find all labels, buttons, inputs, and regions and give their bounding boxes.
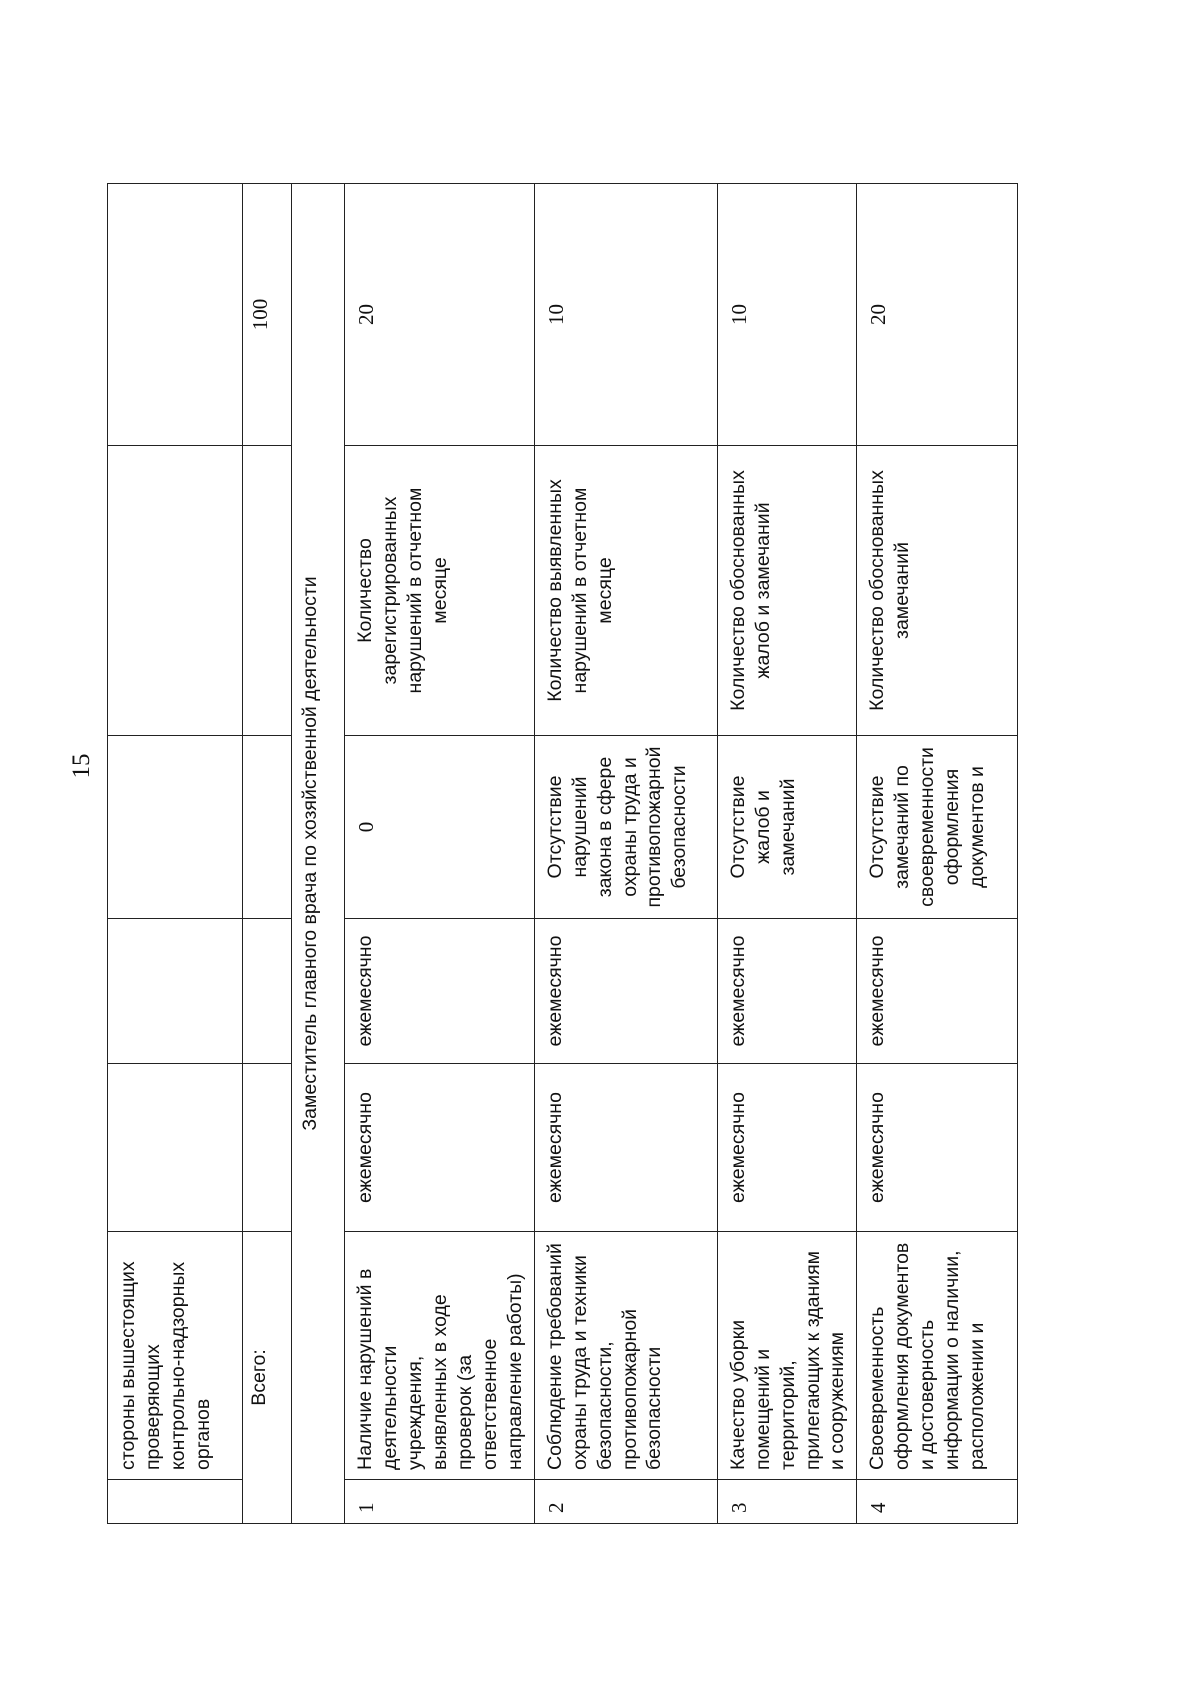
row-criterion: Качество уборки помещений и территорий, прилегающих к зданиям и сооружениям — [717, 1232, 857, 1480]
table-row — [534, 184, 717, 1524]
row-number: 3 — [717, 1480, 857, 1524]
header-period2-cell — [108, 919, 243, 1064]
row-period: ежемесячно — [534, 919, 717, 1064]
row-number: 1 — [345, 1480, 535, 1524]
row-target: Отсутствие замечаний по своевременности оформления документов и — [857, 736, 1018, 919]
table-row — [345, 184, 535, 1524]
row-criterion: Наличие нарушений в деятельности учреждения, выявленных в ходе проверок (за ответственное направление работы) — [345, 1232, 535, 1480]
total-empty-cell — [243, 446, 292, 736]
row-target: Отсутствие нарушений закона в сфере охраны труда и противопожарной безопасности — [534, 736, 717, 919]
row-period: ежемесячно — [857, 1064, 1018, 1232]
row-criterion: Соблюдение требований охраны труда и техники безопасности, противопожарной безопасности — [534, 1232, 717, 1480]
header-period1-cell — [108, 1064, 243, 1232]
total-empty-cell — [243, 1064, 292, 1232]
header-target-cell — [108, 736, 243, 919]
header-measure-cell — [108, 446, 243, 736]
row-period: ежемесячно — [857, 919, 1018, 1064]
row-target: 0 — [345, 736, 535, 919]
total-empty-cell — [243, 919, 292, 1064]
row-measure: Количество зарегистрированных нарушений в отчетном месяце — [345, 446, 535, 736]
total-empty-cell — [243, 736, 292, 919]
table-row — [717, 184, 857, 1524]
row-measure: Количество обоснованных замечаний — [857, 446, 1018, 736]
row-points: 10 — [717, 184, 857, 446]
row-points: 20 — [345, 184, 535, 446]
total-value: 100 — [243, 184, 292, 446]
row-points: 10 — [534, 184, 717, 446]
total-row — [243, 184, 292, 1524]
rotated-table-container — [107, 184, 1017, 1524]
row-number: 4 — [857, 1480, 1018, 1524]
row-measure: Количество обоснованных жалоб и замечаний — [717, 446, 857, 736]
row-period: ежемесячно — [717, 919, 857, 1064]
header-num-cell — [108, 1480, 243, 1524]
header-continuation-row — [108, 184, 243, 1524]
row-period: ежемесячно — [534, 1064, 717, 1232]
section-header-row — [292, 184, 345, 1524]
row-target: Отсутствие жалоб и замечаний — [717, 736, 857, 919]
table-row — [857, 184, 1018, 1524]
header-criterion-cell: стороны вышестоящих проверяющих контрольно-надзорных органов — [108, 1232, 243, 1480]
page-number: 15 — [68, 753, 95, 779]
section-title: Заместитель главного врача по хозяйственной деятельности — [292, 184, 345, 1524]
row-period: ежемесячно — [345, 1064, 535, 1232]
header-points-cell — [108, 184, 243, 446]
row-measure: Количество выявленных нарушений в отчетном месяце — [534, 446, 717, 736]
row-period: ежемесячно — [717, 1064, 857, 1232]
row-period: ежемесячно — [345, 919, 535, 1064]
total-label: Всего: — [243, 1232, 292, 1524]
criteria-table — [107, 183, 1018, 1524]
row-points: 20 — [857, 184, 1018, 446]
row-criterion: Своевременность оформления документов и достоверность информации о наличии, расположении и — [857, 1232, 1018, 1480]
row-number: 2 — [534, 1480, 717, 1524]
